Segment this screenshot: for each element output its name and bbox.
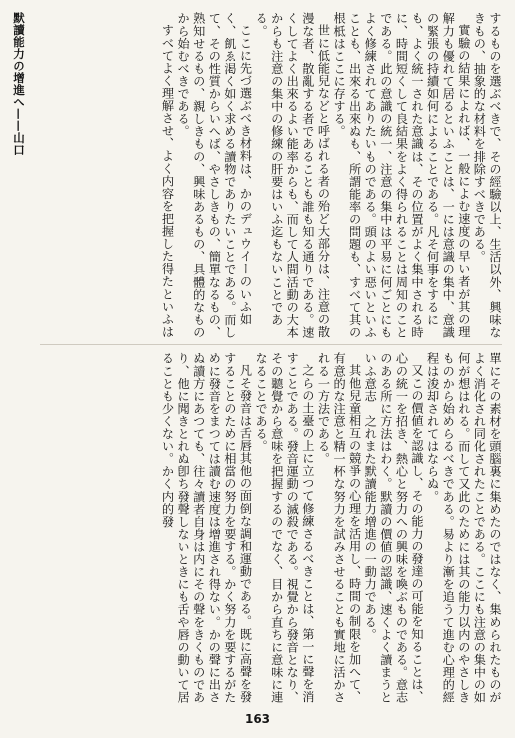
- paragraph: 其他兒童相互の競爭の心理を活用し、時間の制限を加へて、有意的な注意と精一杯な努力を試みさせることも實地に活かされる一方法である。: [316, 352, 362, 704]
- paragraph: 又この價値を認識し、その能力の發達の可能を知ることは、心の統一を招き、熱心と努力への興味を喚ぶものである。意志のある所に方法はわく。默讀の價値の認識、速くよく讀まうといふ意志 之れまた默讀能力增進の一動力である。: [363, 352, 425, 704]
- running-head: 默讀能力の增進へ——山口: [12, 12, 26, 156]
- paragraph: すべてよく理解させ、よく内容を把握した得たといふは: [160, 24, 175, 338]
- section-divider: [40, 344, 502, 345]
- upper-text-block: [40, 12, 502, 342]
- paragraph: ここに先づ選ぶべき材料は、かのデュウイーのいふ如く、飢ゑ渇く如く求める讀物でありたいことである。而して、その性質からいへば、やさしきもの、簡單なるもの、熟知せるもの、親しきもの、興味あるもの、具體的なものから始むべきである。: [176, 12, 253, 339]
- paragraph: するものを選ぶべきで、その經驗以上、生活以外、興味なきもの、抽象的な材料を排除すべきである。: [472, 12, 502, 339]
- paragraph: 凡そ發音は舌唇其他の面倒な調和運動である。既に高聲を發することのために相當の努力を要する。かく努力を要するがために發音をまつては讀む速度は增進され得ない。かの聲に出さぬ讀方にあつても、往々讀者自身は内にその聲をきくものであり、他に聞きとれぬ卽ち發聲しないときにも舌や唇の動いて居ることも少くない。かく内的發: [160, 352, 253, 704]
- paragraph: 世に低能兒などと呼ばれる者の殆ど大部分は、注意の散漫な者、散亂する者であることも誰も知る通りである。速くしてよく出來るよい能率からも、而して人間活動の大本からも注意の集中の修練の肝要はいふ迄もないことである。: [254, 12, 331, 339]
- paragraph: 實驗の結果によれば、一般によむ速度の早い者が其の理解力も優れて居るといふことは、一には意識の集中、意識の緊張の持續如何によることである。凡そ何事をするにも、よく統一された意識は、その位置がよく集中される時に、時間短くして良結果をよく得られることは周知のことである。此の意識の統一、注意の集中は平易に何ごとにもよく修練されてありたいものである。頭のよい惡いといふことも、出來る出來ぬも、所謂能率の問題も、すべて其の根柢はここに存する。: [332, 12, 471, 339]
- paragraph: 之らの土臺の上に立つて修練さるべきことは、第一に聲を消すことである。發音運動の滅殺である。視覺から發音となり、その聽覺から意味を把握するのでなく、目から直ちに意味に連なることである。: [254, 352, 315, 704]
- lower-text-block: [40, 352, 502, 707]
- paragraph: 單にその素材を頭腦裏に集めたのではなく、集められたものがよく消化され同化されたことである。ここにも注意の集中の如何が想はれる。而して又此のためには其の能力以内のやさしきものから始めらるべきである。易より漸を追うて進む心理的經程は浚却されてはならぬ。: [425, 352, 502, 704]
- page-number: 163: [244, 712, 271, 726]
